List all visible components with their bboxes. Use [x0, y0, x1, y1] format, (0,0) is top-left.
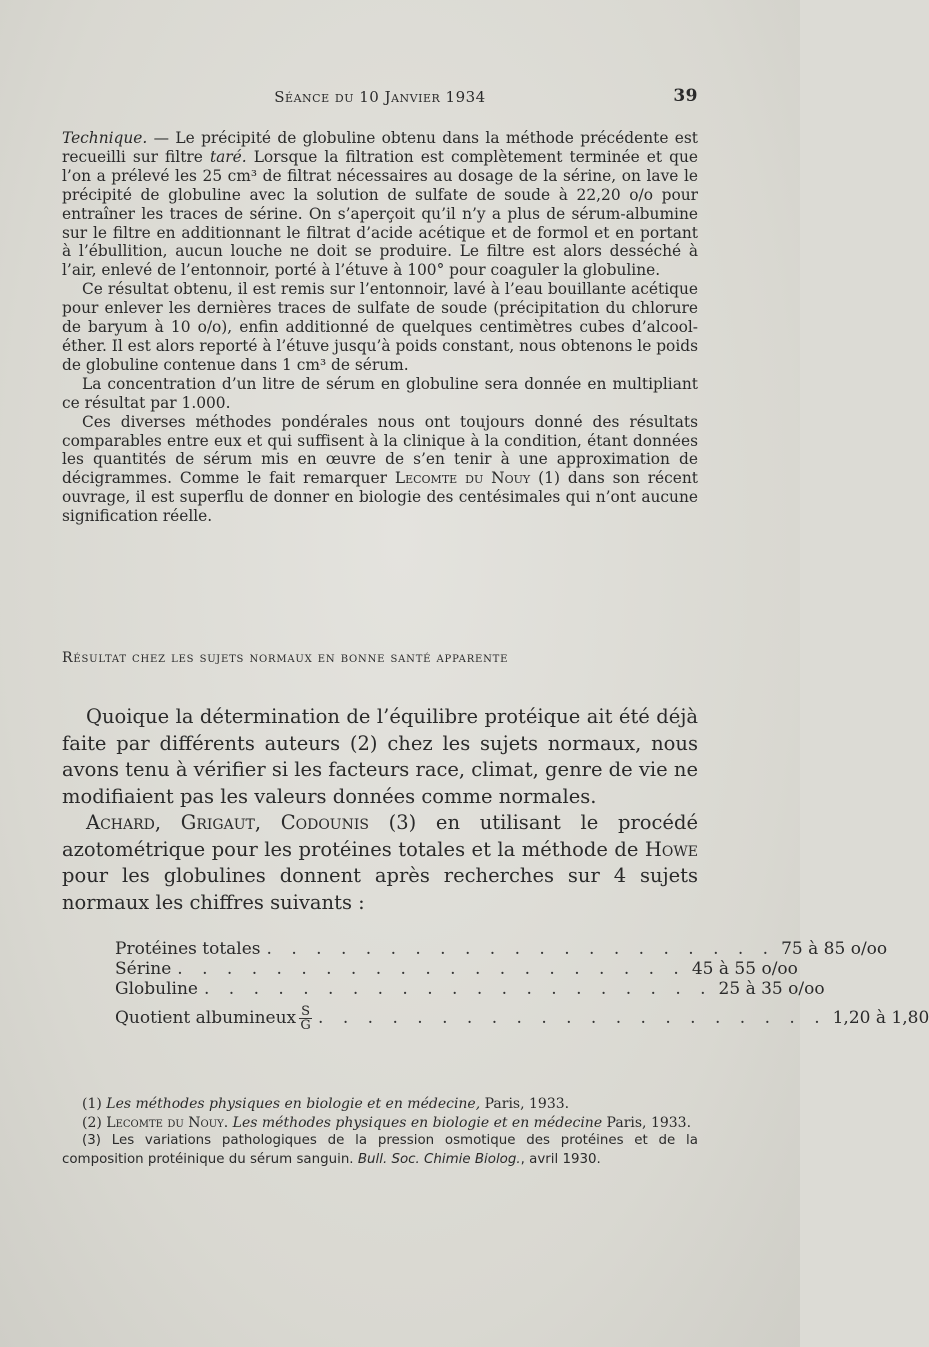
howe-name: Howe: [644, 837, 698, 861]
technique-label: Technique.: [62, 129, 148, 147]
value-label: Sérine: [115, 959, 172, 979]
quotient-label: Quotient albumineux: [115, 1008, 297, 1028]
technique-paragraph-2: Ce résultat obtenu, il est remis sur l’entonnoir, lavé à l’eau bouillante acétique pour enlever les dernières traces de sulfate de soude (précipitation du chlorure de baryum à 10 o/o), enfin additionné de quelques centimètres cubes d’alcool-éther. Il est alors reporté à l’étuve jusqu’à poids constant, nous obtenons le poids de globuline contenue dans 1 cm³ de sérum.: [62, 280, 698, 374]
value-row: [115, 1004, 929, 1033]
section-title: Résultat chez les sujets normaux en bonne santé apparente: [62, 650, 509, 666]
p4-text-a: Ces diverses méthodes pondérales nous ont toujours donné des résultats comparables entre eux et qui suffisent à la clinique à la condition, étant données les quantités de sérum mis en œuvre de s’en tenir à une approximation de décigrammes. Comme le fait remarquer: [62, 412, 698, 488]
fraction-denominator: G: [300, 1018, 311, 1033]
technique-text: — Le précipité de globuline obtenu dans la méthode précédente est recueilli sur filtre: [62, 129, 698, 166]
value-range: 25 à 35 o/oo: [718, 979, 825, 999]
footnote-text: Paris, 1933.: [480, 1096, 570, 1112]
technique-paragraph-3: La concentration d’un litre de sérum en globuline sera donnée en multipliant ce résultat par 1.000.: [62, 374, 698, 412]
footnote-title: Les méthodes physiques en biologie et en médecine,: [106, 1096, 481, 1112]
footnote-journal: Bull. Soc. Chimie Biolog.: [357, 1151, 521, 1167]
footnote-3: [62, 1132, 698, 1169]
fraction-numerator: S: [301, 1004, 311, 1019]
results-text-a: (3) en utilisant le procédé azotométrique pour les protéines totales et la méthode de: [62, 811, 698, 861]
value-range: 75 à 85 o/oo: [781, 939, 888, 959]
footnote-number: (3): [82, 1133, 101, 1148]
leader-dots: . . . . . . . . . . . . . . . . . . . . .: [266, 939, 776, 959]
running-title: Séance du 10 Janvier 1934: [274, 88, 486, 106]
footnote-number: (2): [82, 1114, 102, 1131]
leader-dots: . . . . . . . . . . . . . . . . . . . . .: [318, 1008, 827, 1028]
footnote-text: Les variations pathologiques de la pression osmotique des protéines et de la composition protéinique du sérum sanguin.: [62, 1133, 698, 1167]
tare-word: taré.: [209, 147, 247, 166]
footnote-text: Paris, 1933.: [602, 1114, 692, 1131]
value-range: 1,20 à 1,80: [832, 1008, 929, 1028]
footnote-1: [62, 1095, 698, 1114]
results-text-b: pour les globulines donnent après recherches sur 4 sujets normaux les chiffres suivants :: [62, 864, 698, 914]
results-paragraph-1: Quoique la détermination de l’équilibre protéique ait été déjà faite par différents auteurs (2) chez les sujets normaux, nous avons tenu à vérifier si les facteurs race, climat, genre de vie ne modifiaient pas les valeurs données comme normales.: [62, 705, 698, 808]
results-paragraph-2: [62, 810, 698, 916]
technique-paragraph-4: [62, 413, 698, 526]
footnote-title: Les méthodes physiques en biologie et en médecine: [228, 1114, 603, 1131]
footnote-author: Lecomte du Nouy.: [106, 1114, 229, 1131]
value-row: [115, 939, 888, 959]
author-names: Achard, Grigaut, Codounis: [86, 811, 369, 834]
footnote-date: , avril 1930.: [520, 1151, 601, 1167]
values-list: [115, 939, 929, 1033]
value-label: [115, 1005, 312, 1032]
footnote-2: [62, 1114, 698, 1133]
value-row: [115, 979, 825, 999]
footnotes: [62, 1095, 698, 1169]
technique-text-rest: Lorsque la filtration est complètement terminée et que l’on a prélevé les 25 cm³ de filtrat nécessaires au dosage de la sérine, on lave le précipité de globuline avec la solution de sulfate de soude à 22,20 o/o pour entraîner les traces de sérine. On s’aperçoit qu’il n’y a plus de sérum-albumine sur le filtre en additionnant le filtrat d’acide acétique et de formol et en portant à l’ébullition, aucun louche ne doit se produire. Le filtre est alors desséché à l’air, enlevé de l’entonnoir, porté à l’étuve à 100° pour coaguler la globuline.: [62, 147, 698, 280]
leader-dots: . . . . . . . . . . . . . . . . . . . . .: [177, 959, 686, 979]
author-name: Lecomte du Nouy: [394, 469, 531, 488]
technique-paragraph-1: [62, 129, 698, 280]
footnote-number: (1): [82, 1096, 102, 1112]
page-number: 39: [673, 86, 698, 106]
value-label: Protéines totales: [115, 939, 261, 959]
results-section: [62, 704, 698, 916]
value-row: [115, 959, 798, 979]
technique-section: [62, 129, 698, 526]
p4-text-b: (1) dans son récent ouvrage, il est superflu de donner en biologie des centésimales qui n’ont aucune signification réelle.: [62, 469, 698, 526]
fraction: [299, 1005, 312, 1032]
value-label: Globuline: [115, 979, 198, 999]
leader-dots: . . . . . . . . . . . . . . . . . . . . .: [203, 979, 713, 999]
value-range: 45 à 55 o/oo: [691, 959, 798, 979]
